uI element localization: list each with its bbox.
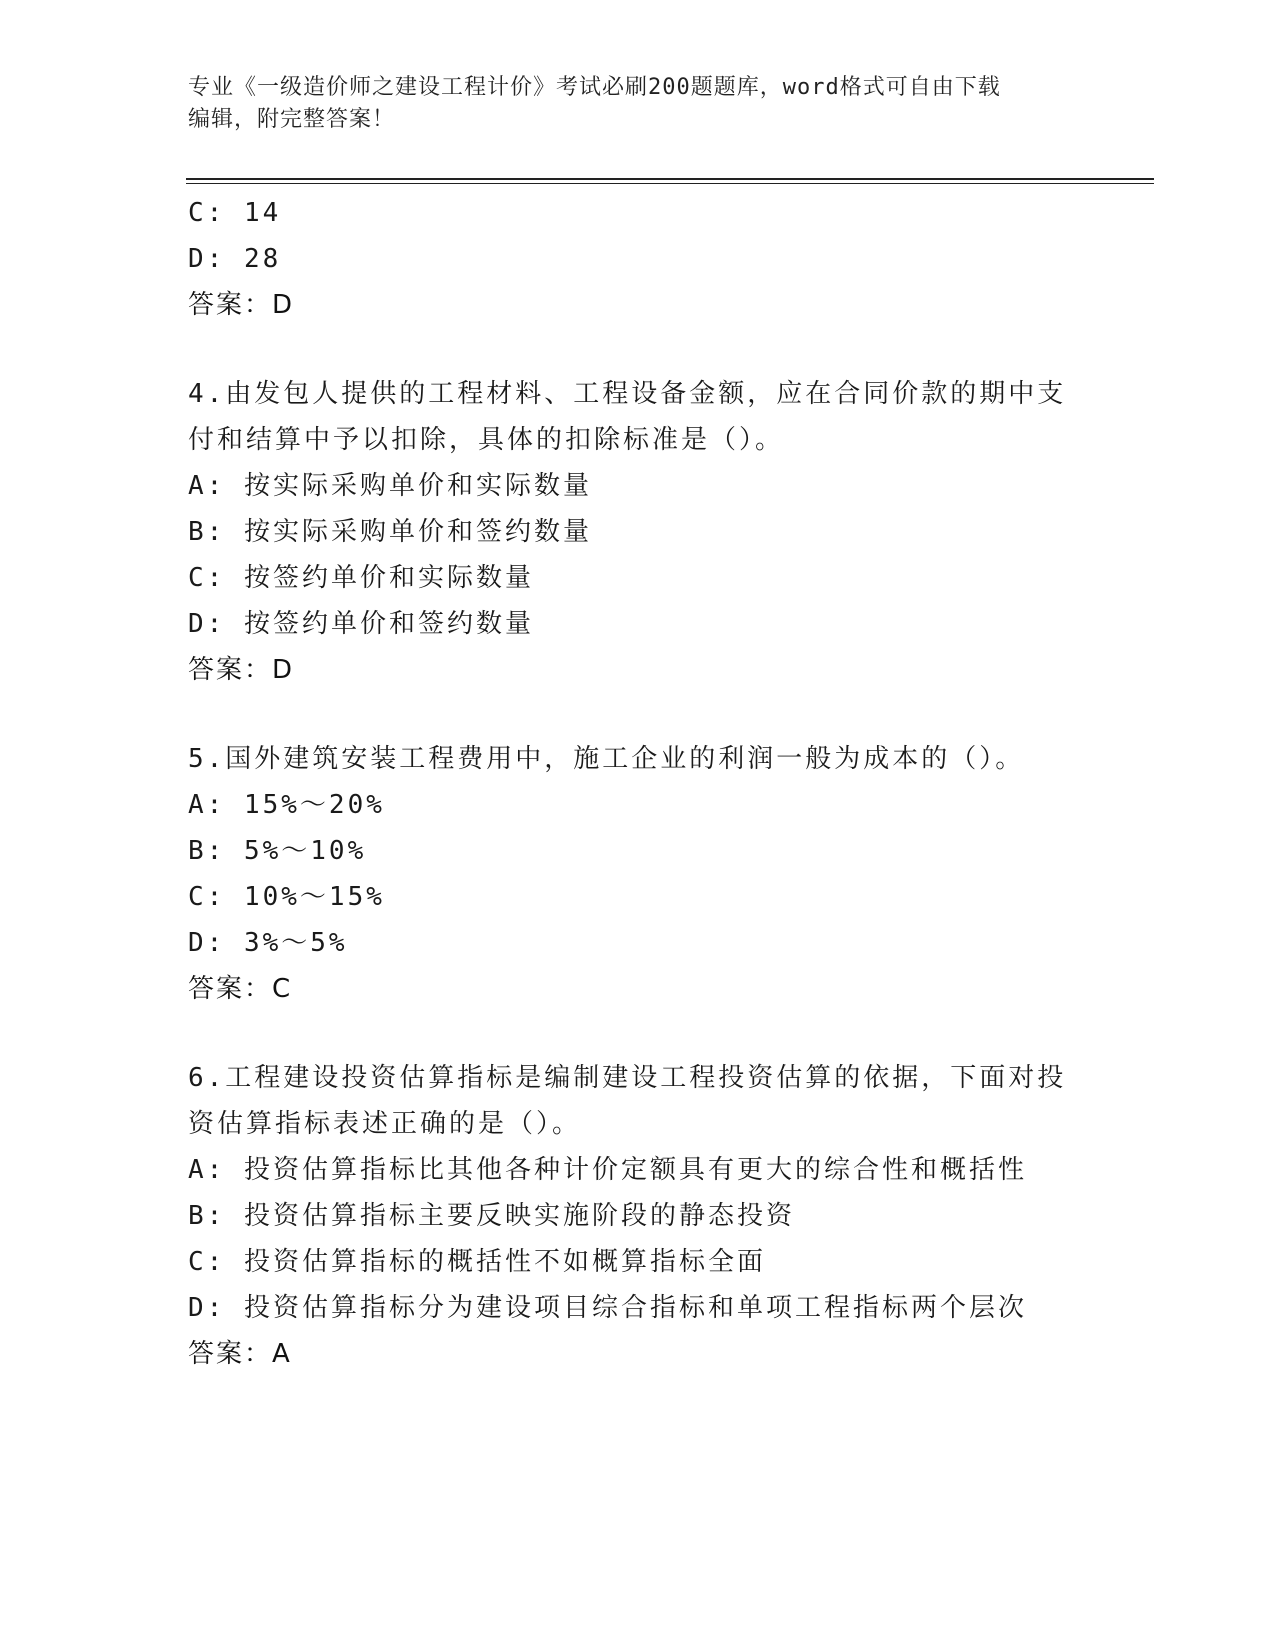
- option-a: A: 15%～20%: [188, 790, 385, 820]
- option-b: B: 5%～10%: [188, 836, 367, 866]
- option-a: A: 投资估算指标比其他各种计价定额具有更大的综合性和概括性: [188, 1155, 1027, 1185]
- question-4: [188, 371, 1088, 693]
- question-list: [188, 190, 1088, 1377]
- answer-line: 答案：A: [188, 1339, 292, 1369]
- answer-line: 答案：D: [188, 655, 295, 685]
- option-d: D: 按签约单价和签约数量: [188, 609, 534, 639]
- question-stem-line: 4.由发包人提供的工程材料、工程设备金额，应在合同价款的期中支: [188, 379, 1067, 409]
- spacer: [188, 693, 1088, 736]
- option-c: C: 投资估算指标的概括性不如概算指标全面: [188, 1247, 766, 1277]
- option-d: D: 28: [188, 244, 282, 274]
- option-a: A: 按实际采购单价和实际数量: [188, 471, 592, 501]
- question-stem-line: 5.国外建筑安装工程费用中，施工企业的利润一般为成本的（）。: [188, 744, 1025, 774]
- option-b: B: 投资估算指标主要反映实施阶段的静态投资: [188, 1201, 795, 1231]
- question-6: [188, 1055, 1088, 1377]
- question-3-continued: [188, 190, 1088, 328]
- header-line-1: 专业《一级造价师之建设工程计价》考试必刷200题题库，word格式可自由下载: [188, 75, 1001, 100]
- option-c: C: 按签约单价和实际数量: [188, 563, 534, 593]
- spacer: [188, 328, 1088, 371]
- page-header: [188, 72, 1088, 136]
- option-d: D: 投资估算指标分为建设项目综合指标和单项工程指标两个层次: [188, 1293, 1027, 1323]
- option-b: B: 按实际采购单价和签约数量: [188, 517, 592, 547]
- answer-line: 答案：D: [188, 290, 295, 320]
- answer-line: 答案：C: [188, 974, 293, 1004]
- question-5: [188, 736, 1088, 1012]
- question-stem-line: 6.工程建设投资估算指标是编制建设工程投资估算的依据，下面对投: [188, 1063, 1067, 1093]
- header-line-2: 编辑，附完整答案！: [188, 107, 396, 132]
- question-stem-line: 资估算指标表述正确的是（）。: [188, 1109, 582, 1139]
- option-c: C: 10%～15%: [188, 882, 385, 912]
- spacer: [188, 1012, 1088, 1055]
- question-stem-line: 付和结算中予以扣除，具体的扣除标准是（）。: [188, 425, 785, 455]
- header-rule-thick: [186, 178, 1154, 180]
- option-c: C: 14: [188, 198, 282, 228]
- option-d: D: 3%～5%: [188, 928, 348, 958]
- header-rule-thin: [186, 183, 1154, 184]
